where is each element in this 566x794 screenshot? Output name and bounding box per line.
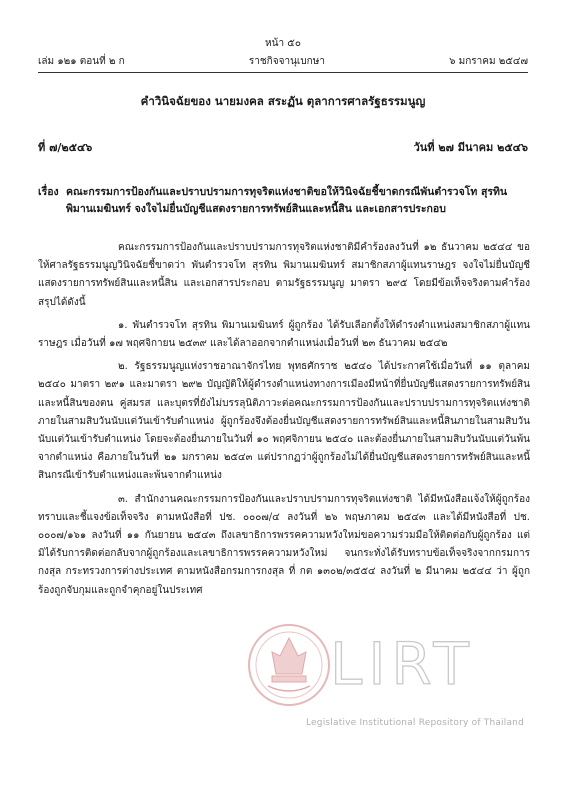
document-body	[38, 239, 530, 600]
body-paragraph: ๑. พันตำรวจโท สุรทิน พิมานเมฆินทร์ ผู้ถูกร้อง ได้รับเลือกตั้งให้ดำรงตำแหน่งสมาชิกสภาผู้แทนราษฎร เมื่อวันที่ ๑๗ พฤศจิกายน ๒๕๓๙ และได้ลาออกจากตำแหน่งเมื่อวันที่ ๒๓ ธันวาคม ๒๕๔๒	[38, 319, 530, 350]
page-number: หน้า ๕๐	[265, 38, 301, 49]
watermark-caption: Legislative Institutional Repository of Thailand	[306, 718, 524, 728]
gazette-name: ราชกิจจานุเบกษา	[248, 56, 325, 67]
subject-block	[38, 184, 528, 218]
body-paragraph: ๒. รัฐธรรมนูญแห่งราชอาณาจักรไทย พุทธศักราช ๒๕๔๐ ได้ประกาศใช้เมื่อวันที่ ๑๑ ตุลาคม ๒๕๔๐ มาตรา ๒๙๑ และมาตรา ๒๙๒ บัญญัติให้ผู้ดำรงตำแหน่งทางการเมืองมีหน้าที่ยื่นบัญชีแสดงรายการทรัพย์สินและหนี้สินของตน คู่สมรส และบุตรที่ยังไม่บรรลุนิติภาวะต่อคณะกรรมการป้องกันและปราบปรามการทุจริตแห่งชาติภายในสามสิบวันนับแต่วันเข้ารับตำแหน่ง ผู้ถูกร้องจึงต้องยื่นบัญชีแสดงรายการทรัพย์สินและหนี้สินภายในสามสิบวันนับแต่วันเข้ารับตำแหน่ง โดยจะต้องยื่นภายในวันที่ ๑๐ พฤศจิกายน ๒๕๔๐ และต้องยื่นภายในสามสิบวันนับแต่วันพ้นจากตำแหน่ง คือภายในวันที่ ๒๑ มกราคม ๒๕๔๓ แต่ปรากฏว่าผู้ถูกร้องไม่ได้ยื่นบัญชีแสดงรายการทรัพย์สินและหนี้สินกรณีเข้ารับตำแหน่งและพ้นจากตำแหน่ง	[38, 361, 530, 482]
subject-line-2: พิมานเมฆินทร์ จงใจไม่ยื่นบัญชีแสดงรายการทรัพย์สินและหนี้สิน และเอกสารประกอบ	[66, 203, 446, 215]
reference-number: ที่ ๗/๒๕๔๖	[38, 141, 93, 154]
repository-watermark	[246, 622, 546, 772]
gazette-header	[38, 54, 528, 69]
gazette-date: ๖ มกราคม ๒๕๔๗	[449, 56, 528, 67]
document-title: คำวินิจฉัยของ นายมงคล สระฏัน ตุลาการศาลรัฐธรรมนูญ	[140, 94, 426, 108]
reference-date: วันที่ ๒๗ มีนาคม ๒๕๔๖	[413, 141, 528, 154]
watermark-letters: LIRT	[330, 630, 475, 698]
body-paragraph: ๓. สำนักงานคณะกรรมการป้องกันและปราบปรามการทุจริตแห่งชาติ ได้มีหนังสือแจ้งให้ผู้ถูกร้องทราบและชี้แจงข้อเท็จจริง ตามหนังสือที่ ปช. ๐๐๐๗/๔ ลงวันที่ ๒๖ พฤษภาคม ๒๕๔๓ และได้มีหนังสือที่ ปช. ๐๐๐๗/๑๖๑ ลงวันที่ ๑๑ กันยายน ๒๕๔๓ ถึงเลขาธิการพรรคความหวังใหม่ขอความร่วมมือให้ติดต่อกับผู้ถูกร้อง แต่มิได้รับการติดต่อกลับจากผู้ถูกร้องและเลขาธิการพรรคความหวังใหม่ จนกระทั่งได้รับทราบข้อเท็จจริงจากกรมการกงสุล กระทรวงการต่างประเทศ ตามหนังสือกรมการกงสุล ที่ กต ๑๓๐๒/๓๕๕๔ ลงวันที่ ๒ มีนาคม ๒๕๔๔ ว่า ผู้ถูกร้องถูกจับกุมและถูกจำคุกอยู่ในประเทศ	[38, 493, 530, 596]
reference-row	[38, 138, 528, 156]
subject-label: เรื่อง	[38, 186, 59, 198]
subject-line-1: คณะกรรมการป้องกันและปราบปรามการทุจริตแห่งชาติขอให้วินิจฉัยชี้ขาดกรณีพันตำรวจโท สุรทิน	[66, 186, 508, 198]
header-divider	[38, 72, 528, 73]
parliament-seal-icon	[246, 622, 332, 708]
volume-info: เล่ม ๑๒๑ ตอนที่ ๒ ก	[38, 56, 125, 67]
body-paragraph: คณะกรรมการป้องกันและปราบปรามการทุจริตแห่งชาติมีคำร้องลงวันที่ ๑๒ ธันวาคม ๒๕๔๔ ขอให้ศาลรัฐธรรมนูญวินิจฉัยชี้ขาดว่า พันตำรวจโท สุรทิน พิมานเมฆินทร์ สมาชิกสภาผู้แทนราษฎร จงใจไม่ยื่นบัญชีแสดงรายการทรัพย์สินและหนี้สิน และเอกสารประกอบ ตามรัฐธรรมนูญ มาตรา ๒๙๕ โดยมีข้อเท็จจริงตามคำร้องสรุปได้ดังนี้	[38, 242, 530, 308]
